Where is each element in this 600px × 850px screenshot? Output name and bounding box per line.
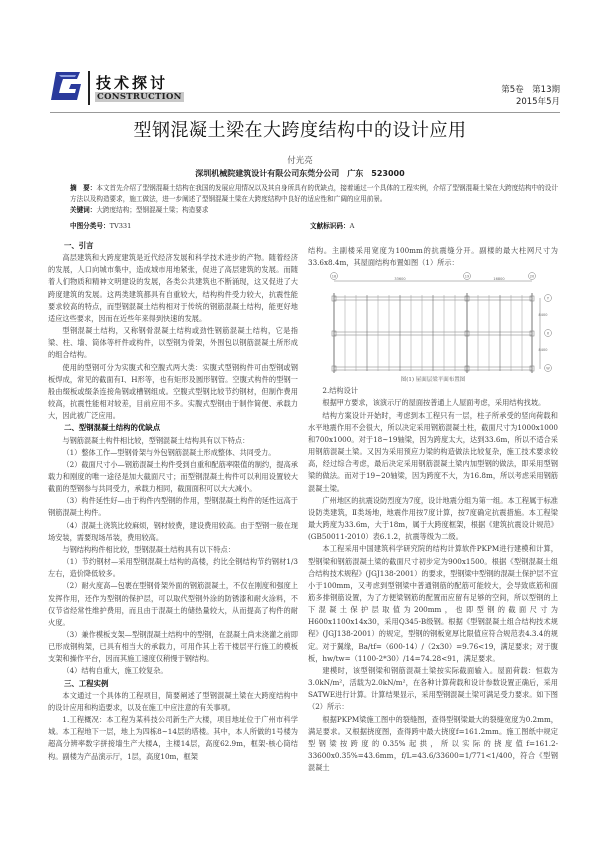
section-heading: 三、工程实例 <box>64 678 109 688</box>
axis-label: X <box>546 331 550 336</box>
header-rule <box>50 112 560 113</box>
volume-issue: 第5卷 第13期 <box>501 85 560 95</box>
figure-caption: 图(1) 屋面层梁平面布置图 <box>400 377 466 384</box>
abstract <box>48 183 560 216</box>
keywords-label: 关键词： <box>70 206 97 214</box>
beam-plan-drawing <box>308 271 558 375</box>
brand-divider <box>88 71 90 105</box>
axis-label: 20 <box>529 274 535 279</box>
doc-code-value: A <box>349 222 355 230</box>
paragraph: 型钢混凝土结构，又称钢骨混凝土结构或劲性钢筋混凝土结构，它是指梁、柱、墙、筒体等杆件或构件，以型钢为骨架，外围包以钢筋混凝土所形成的组合结构。 <box>48 326 298 360</box>
axis-label: Y <box>546 296 550 301</box>
list-item: （3）兼作模板支架—型钢混凝土结构中的型钢，在混凝土尚未浇灌之前即已形成钢构架，已具有相当大的承载力，可用作其上若干楼层平行施工的模板支架和操作平台，因而其施工速度仅稍慢于钢结构。 <box>48 630 298 664</box>
dimension-label: 16800 <box>493 277 505 282</box>
paragraph: 高层建筑和大跨度建筑是近代经济发展和科学技术进步的产物。随着经济的发展，人口向城市集中，造成城市用地紧张，促进了高层建筑的发展。而随着人们物质和精神文明建设的发展，各类公共建筑也不断涌现，这又促进了大跨度建筑的发展。这两类建筑都具有自重较大，结构构件受力较大，抗震性能要求较高的特点，而型钢混凝土结构相对于传统的钢筋混凝土结构，能更好地适应这些要求，因而在近些年来得到快速的发展。 <box>48 253 298 323</box>
paragraph: 使用的型钢可分为实腹式和空腹式两大类：实腹式型钢构件可由型钢或钢板焊成，常见的截面有I、H形等，也有矩形及圆形钢管。空腹式构件的型钢一般由缀板或缀条连接角钢或槽钢组成。空腹式型钢比较节约钢材，但制作费用较高，抗震性能相对较差，目前应用不多。实腹式型钢由于制作简便、承载力大，因此被广泛应用。 <box>48 362 298 421</box>
dimension-label: 8400 <box>538 313 548 318</box>
section-heading: 二、型钢混凝土结构的优缺点 <box>64 423 161 433</box>
clc-value: TV331 <box>109 222 132 230</box>
paragraph: 根据甲方要求，该演示厅的屋面按普通上人屋面考虑，采用结构找坡。 <box>322 398 546 408</box>
paragraph: 广州地区的抗震设防烈度为7度，设计地震分组为第一组。本工程属于标准设防类建筑，Ⅱ类场地，地震作用按7度计算，按7度确定抗震措施。本工程梁最大跨度为33.6m，大于18m，属于大跨度框架，根据《建筑抗震设计规范》(GB50011-2010）表6.1.2，抗震等级为二级。 <box>308 495 558 542</box>
journal-name: CONSTRUCTION <box>97 92 182 102</box>
subsection-heading: 2.结构设计 <box>322 386 358 396</box>
left-column <box>48 240 298 763</box>
doc-code <box>310 220 354 230</box>
paragraph: 结构。主副楼采用宽度为100mm的抗震缝分开。副楼的最大柱网尺寸为33.6x8.4m，其屋面结构布置如图（1）所示： <box>308 246 558 268</box>
paragraph: 本文通过一个具体的工程项目，简要阐述了型钢混凝土梁在大跨度结构中的设计应用和构造要求，以及在施工中应注意的有关事项。 <box>48 690 298 712</box>
right-column <box>308 245 558 774</box>
axis-label: 18 <box>331 274 337 279</box>
section-heading: 一、引言 <box>64 241 94 250</box>
paragraph: 结构方案设计开始时，考虑到本工程只有一层，柱子所承受的竖向荷载和水平地震作用不会很大，所以决定采用钢筋混凝土柱，截面尺寸为1000x1000和700x1000。对于18~19轴梁，因为跨度太大，达到33.6m，所以不适合采用钢筋混凝土梁。又因为采用预应力梁的构造做法比较复杂，施工技术要求较高，经过综合考虑，最后决定采用钢筋混凝土梁内加型钢的做法，即采用型钢梁的做法。而对于19~20轴梁，因为跨度不大，为16.8m，所以考虑采用钢筋混凝土梁。 <box>308 410 558 493</box>
axis-label: 19 <box>464 274 470 279</box>
issue-info <box>501 84 560 108</box>
roof-beam-layout-figure <box>308 271 558 375</box>
abstract-label: 摘 要： <box>70 184 97 192</box>
list-item: （1）节约钢材—采用型钢混凝土结构的高楼，约比全钢结构节约钢材1/3左右，造价降低较多。 <box>48 557 298 579</box>
abstract-text: 本文首先介绍了型钢混凝土结构在我国的发展应用情况以及其自身所具有的优缺点，接着通过一个具体的工程实例，介绍了型钢混凝土梁在大跨度结构中的设计方法以及构造要求，施工做法，进一步阐述了型钢混凝土梁在大跨度结构中良好的适应性和广阔的应用前景。 <box>70 184 558 203</box>
clc-label: 中图分类号： <box>70 222 110 230</box>
keywords-text: 大跨度结构；型钢混凝土梁；构造要求 <box>96 206 209 214</box>
journal-logo-icon <box>50 70 82 102</box>
keywords <box>48 205 560 216</box>
paragraph: 建模时，该型钢梁和钢筋混凝土梁按实际截面输入。屋面荷载：恒载为3.0kN/m²，活载为2.0kN/m²，在各种计算荷载和设计参数设置正确后，采用SATWE进行计算。计算结果显示，采用型钢混凝土梁可满足受力要求。如下图（2）所示： <box>308 665 558 712</box>
doc-code-label: 文献标识码： <box>310 222 350 230</box>
list-item: （3）构件延性好—由于构件内型钢的作用，型钢混凝土构件的延性远高于钢筋混凝土构件。 <box>48 496 298 518</box>
journal-header <box>50 68 560 112</box>
dimension-label: 33600 <box>394 277 406 282</box>
paragraph: 与钢结构构件相比较，型钢混凝土结构具有以下特点： <box>62 544 235 554</box>
article-author: 付光亮 <box>287 156 313 166</box>
list-item: （4）混凝土浇筑比较麻烦，钢材较费，建设费用较高。由于型钢一般在现场安装，需要现场吊装，费用较高。 <box>48 520 298 542</box>
paragraph: 本工程采用中国建筑科学研究院的结构计算软件PKPM进行建模和计算，型钢梁和钢筋混凝土梁的截面尺寸初步定为900x1500。根据《型钢混凝土组合结构技术规程》(JGJ138-2001）的要求，型钢梁中型钢的混凝土保护层不宜小于100mm，又考虑到型钢梁中普通钢筋的配筋可能较大，会导致底筋和面筋多排钢筋设置，为了方便梁钢筋的配置而应留有足够的空间，所以型钢的上下混凝土保护层取值为200mm，也即型钢的截面尺寸为H600x1100x14x30，采用Q345-B级钢。根据《型钢混凝土组合结构技术规程》(JGJ138-2001）的规定，型钢的钢板宽厚比限值应符合规范表4.3.4的规定。对于翼缘，Ba/tf=（600-14）/（2x30）=9.76<19，满足要求；对于腹板，hw/tw=（1100-2*30）/14=74.28<91，满足要求。 <box>308 544 559 663</box>
journal-section-name: 技术探讨 <box>96 74 169 92</box>
list-item: （2）耐火度高—包裹在型钢骨架外面的钢筋混凝土，不仅在刚度和强度上发挥作用，还作为型钢的保护层，可以取代型钢外涂的防锈漆和耐火涂料，不仅节省经常性维护费用，而且由于混凝土的储热量较大，从而提高了构件的耐火度。 <box>48 581 298 627</box>
paragraph: 根据PKPM梁施工图中的裂缝图，查得型钢梁最大的裂缝宽度为0.2mm，满足要求。又根据挠度图，查得跨中最大挠度f=161.2mm。施工图纸中规定型钢梁按跨度的0.35%起拱，所以实际的挠度值f=161.2-33600x0.35%=43.6mm，f/L=43.6/33600=1/771<1/400，符合《型钢混凝土 <box>308 714 558 773</box>
paragraph: 与钢筋混凝土构件相比较，型钢混凝土结构具有以下特点： <box>62 435 250 445</box>
list-item: （2）截面尺寸小—钢筋混凝土构件受到自重和配筋率限值的制约，提高承载力和刚度的唯一途径是加大截面尺寸；而型钢混凝土构件可以利用设置较大截面的型钢参与共同受力，承载力相同，截面面积可以大大减小。 <box>48 459 298 494</box>
list-item: （4）结构自重大，施工较复杂。 <box>62 666 168 676</box>
classification-row <box>70 220 560 230</box>
axis-label: W <box>546 366 550 371</box>
dimension-label: 8400 <box>538 348 548 353</box>
list-item: （1）整体工作—型钢骨架与外包钢筋混凝土形成整体、共同受力。 <box>62 447 276 457</box>
issue-date: 2015年5月 <box>515 97 560 107</box>
author-affiliation: 深圳机械院建筑设计有限公司东莞分公司 广东 523000 <box>195 169 405 178</box>
paragraph: 1.工程概况：本工程为某科技公司新生产大楼，项目地址位于广州市科学城。本工程地下一层，地上为四栋8~14层的塔楼。其中，本人所做的1号楼为超高分辨率数字拼接墙生产大楼A，主楼14层，高度62.9m，框架-核心筒结构。副楼为产品演示厅，1层，高度10m，框架 <box>48 715 298 761</box>
article-title: 型钢混凝土梁在大跨度结构中的设计应用 <box>133 120 467 141</box>
